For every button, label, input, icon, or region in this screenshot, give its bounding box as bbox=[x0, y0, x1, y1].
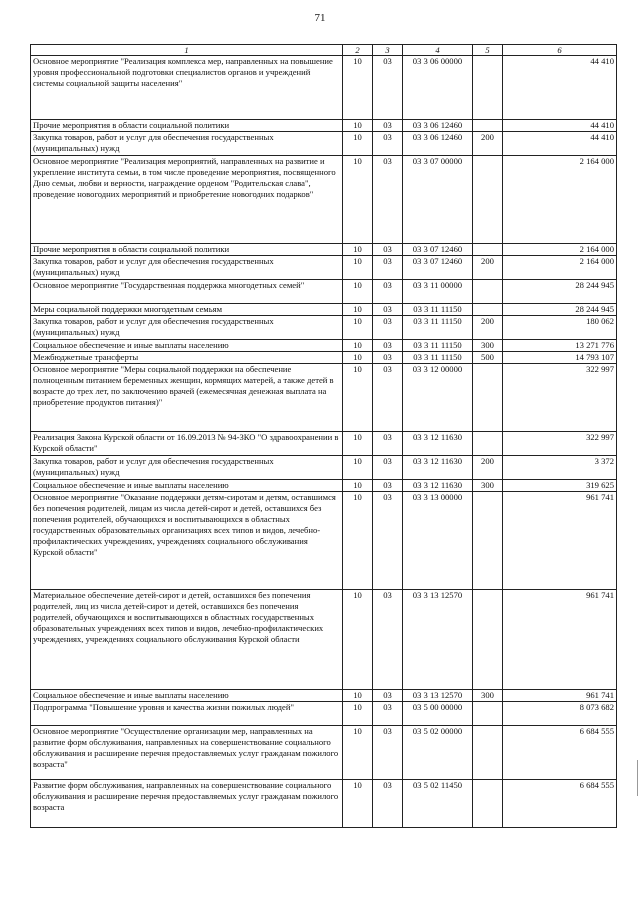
row-name: Прочие мероприятия в области социальной политики bbox=[31, 244, 343, 256]
row-section: 10 bbox=[343, 280, 373, 304]
row-section: 10 bbox=[343, 120, 373, 132]
row-target-code: 03 3 07 12460 bbox=[403, 244, 473, 256]
row-amount: 961 741 bbox=[503, 590, 617, 690]
row-name: Основное мероприятие "Оказание поддержки детям-сиротам и детям, оставшимся без попечения родителей, лицам из числа детей-сирот и детей, оставшихся без попечения родителей, обучающихся и воспитывающихся в областных государственных образовательных организациях всех типов и видов, лечебно-профилактических учреждениях, учреждениях социального обслуживания Курской области" bbox=[31, 492, 343, 590]
table-row bbox=[31, 456, 617, 480]
row-section: 10 bbox=[343, 304, 373, 316]
row-target-code: 03 3 11 11150 bbox=[403, 304, 473, 316]
row-expense-type: 300 bbox=[473, 340, 503, 352]
row-section: 10 bbox=[343, 340, 373, 352]
table-row bbox=[31, 702, 617, 726]
row-expense-type bbox=[473, 304, 503, 316]
table-row bbox=[31, 56, 617, 120]
row-target-code: 03 3 12 00000 bbox=[403, 364, 473, 432]
row-amount: 8 073 682 bbox=[503, 702, 617, 726]
row-expense-type bbox=[473, 432, 503, 456]
row-amount: 2 164 000 bbox=[503, 256, 617, 280]
row-subsection: 03 bbox=[373, 432, 403, 456]
row-section: 10 bbox=[343, 432, 373, 456]
row-amount: 44 410 bbox=[503, 120, 617, 132]
row-target-code: 03 3 06 00000 bbox=[403, 56, 473, 120]
table-row bbox=[31, 132, 617, 156]
row-subsection: 03 bbox=[373, 702, 403, 726]
row-amount: 14 793 107 bbox=[503, 352, 617, 364]
row-subsection: 03 bbox=[373, 456, 403, 480]
row-section: 10 bbox=[343, 456, 373, 480]
row-section: 10 bbox=[343, 316, 373, 340]
table-row bbox=[31, 364, 617, 432]
row-expense-type bbox=[473, 280, 503, 304]
row-expense-type bbox=[473, 492, 503, 590]
row-subsection: 03 bbox=[373, 726, 403, 780]
row-name: Основное мероприятие "Реализация мероприятий, направленных на развитие и укрепление института семьи, в том числе проведение мероприятия, посвященного Дню семьи, любви и верности, награждение орденом "Родительская слава", проведение новогодних мероприятий и приобретение новогодних подарков" bbox=[31, 156, 343, 244]
row-target-code: 03 3 12 11630 bbox=[403, 480, 473, 492]
row-name: Социальное обеспечение и иные выплаты населению bbox=[31, 340, 343, 352]
col-header-5: 5 bbox=[473, 45, 503, 56]
budget-table bbox=[30, 44, 617, 828]
table-row bbox=[31, 340, 617, 352]
row-subsection: 03 bbox=[373, 120, 403, 132]
table-row bbox=[31, 156, 617, 244]
row-subsection: 03 bbox=[373, 56, 403, 120]
row-amount: 319 625 bbox=[503, 480, 617, 492]
table-row bbox=[31, 280, 617, 304]
col-header-1: 1 bbox=[31, 45, 343, 56]
row-section: 10 bbox=[343, 690, 373, 702]
header-row bbox=[31, 45, 617, 56]
row-name: Закупка товаров, работ и услуг для обеспечения государственных (муниципальных) нужд bbox=[31, 256, 343, 280]
row-amount: 13 271 776 bbox=[503, 340, 617, 352]
row-amount: 2 164 000 bbox=[503, 156, 617, 244]
col-header-3: 3 bbox=[373, 45, 403, 56]
row-amount: 322 997 bbox=[503, 432, 617, 456]
row-amount: 44 410 bbox=[503, 132, 617, 156]
row-subsection: 03 bbox=[373, 280, 403, 304]
row-subsection: 03 bbox=[373, 132, 403, 156]
col-header-6: 6 bbox=[503, 45, 617, 56]
table-row bbox=[31, 432, 617, 456]
row-subsection: 03 bbox=[373, 690, 403, 702]
row-target-code: 03 3 11 11150 bbox=[403, 340, 473, 352]
row-subsection: 03 bbox=[373, 364, 403, 432]
row-target-code: 03 3 13 12570 bbox=[403, 690, 473, 702]
row-expense-type: 300 bbox=[473, 690, 503, 702]
row-subsection: 03 bbox=[373, 492, 403, 590]
row-subsection: 03 bbox=[373, 316, 403, 340]
table-row bbox=[31, 256, 617, 280]
table-row bbox=[31, 120, 617, 132]
row-name: Основное мероприятие "Осуществление организации мер, направленных на развитие форм обслуживания, направленных на совершенствование социального обслуживания и расширение перечня предоставляемых услуг гражданам пожилого возраста" bbox=[31, 726, 343, 780]
row-target-code: 03 3 12 11630 bbox=[403, 456, 473, 480]
row-section: 10 bbox=[343, 132, 373, 156]
row-amount: 961 741 bbox=[503, 690, 617, 702]
row-name: Межбюджетные трансферты bbox=[31, 352, 343, 364]
table-row bbox=[31, 690, 617, 702]
row-name: Реализация Закона Курской области от 16.09.2013 № 94-ЗКО "О здравоохранении в Курской области" bbox=[31, 432, 343, 456]
row-subsection: 03 bbox=[373, 780, 403, 828]
table-row bbox=[31, 590, 617, 690]
row-target-code: 03 3 06 12460 bbox=[403, 120, 473, 132]
page-number: 71 bbox=[314, 12, 326, 24]
row-expense-type: 500 bbox=[473, 352, 503, 364]
row-expense-type: 300 bbox=[473, 480, 503, 492]
row-subsection: 03 bbox=[373, 590, 403, 690]
table-row bbox=[31, 316, 617, 340]
row-amount: 6 684 555 bbox=[503, 780, 617, 828]
row-section: 10 bbox=[343, 590, 373, 690]
row-expense-type bbox=[473, 780, 503, 828]
row-expense-type bbox=[473, 364, 503, 432]
row-target-code: 03 5 02 00000 bbox=[403, 726, 473, 780]
table-row bbox=[31, 304, 617, 316]
row-name: Основное мероприятие "Государственная поддержка многодетных семей" bbox=[31, 280, 343, 304]
row-target-code: 03 3 07 00000 bbox=[403, 156, 473, 244]
row-expense-type: 200 bbox=[473, 456, 503, 480]
row-expense-type bbox=[473, 590, 503, 690]
row-section: 10 bbox=[343, 256, 373, 280]
row-name: Основное мероприятие "Меры социальной поддержки на обеспечение полноценным питанием беременных женщин, кормящих матерей, а также детей в возрасте до трех лет, по заключению врачей (ежемесячная денежная выплата на приобретение продуктов питания)" bbox=[31, 364, 343, 432]
row-name: Прочие мероприятия в области социальной политики bbox=[31, 120, 343, 132]
row-amount: 28 244 945 bbox=[503, 280, 617, 304]
row-section: 10 bbox=[343, 244, 373, 256]
row-name: Материальное обеспечение детей-сирот и детей, оставшихся без попечения родителей, лиц из числа детей-сирот и детей, оставшихся без попечения родителей, обучающихся и воспитывающихся в областных государственных образовательных учреждениях всех типов и видов, лечебно-профилактических учреждениях, учреждениях социального обслуживания Курской области bbox=[31, 590, 343, 690]
row-name: Закупка товаров, работ и услуг для обеспечения государственных (муниципальных) нужд bbox=[31, 316, 343, 340]
table-row bbox=[31, 780, 617, 828]
row-section: 10 bbox=[343, 56, 373, 120]
row-expense-type bbox=[473, 156, 503, 244]
row-section: 10 bbox=[343, 726, 373, 780]
row-subsection: 03 bbox=[373, 352, 403, 364]
row-name: Закупка товаров, работ и услуг для обеспечения государственных (муниципальных) нужд bbox=[31, 132, 343, 156]
row-amount: 322 997 bbox=[503, 364, 617, 432]
row-name: Подпрограмма "Повышение уровня и качества жизни пожилых людей" bbox=[31, 702, 343, 726]
row-section: 10 bbox=[343, 156, 373, 244]
row-section: 10 bbox=[343, 352, 373, 364]
table-row bbox=[31, 726, 617, 780]
row-target-code: 03 3 07 12460 bbox=[403, 256, 473, 280]
row-expense-type bbox=[473, 244, 503, 256]
table-row bbox=[31, 352, 617, 364]
table-row bbox=[31, 244, 617, 256]
row-expense-type bbox=[473, 56, 503, 120]
row-target-code: 03 5 00 00000 bbox=[403, 702, 473, 726]
row-target-code: 03 3 06 12460 bbox=[403, 132, 473, 156]
table-row bbox=[31, 480, 617, 492]
row-expense-type: 200 bbox=[473, 132, 503, 156]
row-subsection: 03 bbox=[373, 156, 403, 244]
col-header-2: 2 bbox=[343, 45, 373, 56]
scan-edge-mark bbox=[637, 760, 638, 796]
row-target-code: 03 5 02 11450 bbox=[403, 780, 473, 828]
row-section: 10 bbox=[343, 364, 373, 432]
row-target-code: 03 3 13 00000 bbox=[403, 492, 473, 590]
row-amount: 6 684 555 bbox=[503, 726, 617, 780]
row-section: 10 bbox=[343, 780, 373, 828]
row-target-code: 03 3 11 11150 bbox=[403, 316, 473, 340]
row-subsection: 03 bbox=[373, 480, 403, 492]
row-name: Развитие форм обслуживания, направленных на совершенствование социального обслуживания и расширение перечня предоставляемых услуг гражданам пожилого возраста bbox=[31, 780, 343, 828]
row-section: 10 bbox=[343, 480, 373, 492]
row-amount: 2 164 000 bbox=[503, 244, 617, 256]
row-subsection: 03 bbox=[373, 256, 403, 280]
row-expense-type bbox=[473, 726, 503, 780]
table-row bbox=[31, 492, 617, 590]
row-amount: 180 062 bbox=[503, 316, 617, 340]
row-subsection: 03 bbox=[373, 340, 403, 352]
row-name: Закупка товаров, работ и услуг для обеспечения государственных (муниципальных) нужд bbox=[31, 456, 343, 480]
row-expense-type: 200 bbox=[473, 256, 503, 280]
col-header-4: 4 bbox=[403, 45, 473, 56]
row-target-code: 03 3 12 11630 bbox=[403, 432, 473, 456]
row-target-code: 03 3 13 12570 bbox=[403, 590, 473, 690]
row-amount: 3 372 bbox=[503, 456, 617, 480]
row-amount: 961 741 bbox=[503, 492, 617, 590]
row-target-code: 03 3 11 11150 bbox=[403, 352, 473, 364]
row-expense-type bbox=[473, 702, 503, 726]
row-name: Социальное обеспечение и иные выплаты населению bbox=[31, 690, 343, 702]
row-expense-type: 200 bbox=[473, 316, 503, 340]
row-section: 10 bbox=[343, 702, 373, 726]
row-name: Меры социальной поддержки многодетным семьям bbox=[31, 304, 343, 316]
row-name: Социальное обеспечение и иные выплаты населению bbox=[31, 480, 343, 492]
row-name: Основное мероприятие "Реализация комплекса мер, направленных на повышение уровня профессиональной подготовки специалистов органов и учреждений системы социальной защиты населения" bbox=[31, 56, 343, 120]
row-amount: 28 244 945 bbox=[503, 304, 617, 316]
row-target-code: 03 3 11 00000 bbox=[403, 280, 473, 304]
row-amount: 44 410 bbox=[503, 56, 617, 120]
row-expense-type bbox=[473, 120, 503, 132]
row-subsection: 03 bbox=[373, 304, 403, 316]
row-section: 10 bbox=[343, 492, 373, 590]
row-subsection: 03 bbox=[373, 244, 403, 256]
